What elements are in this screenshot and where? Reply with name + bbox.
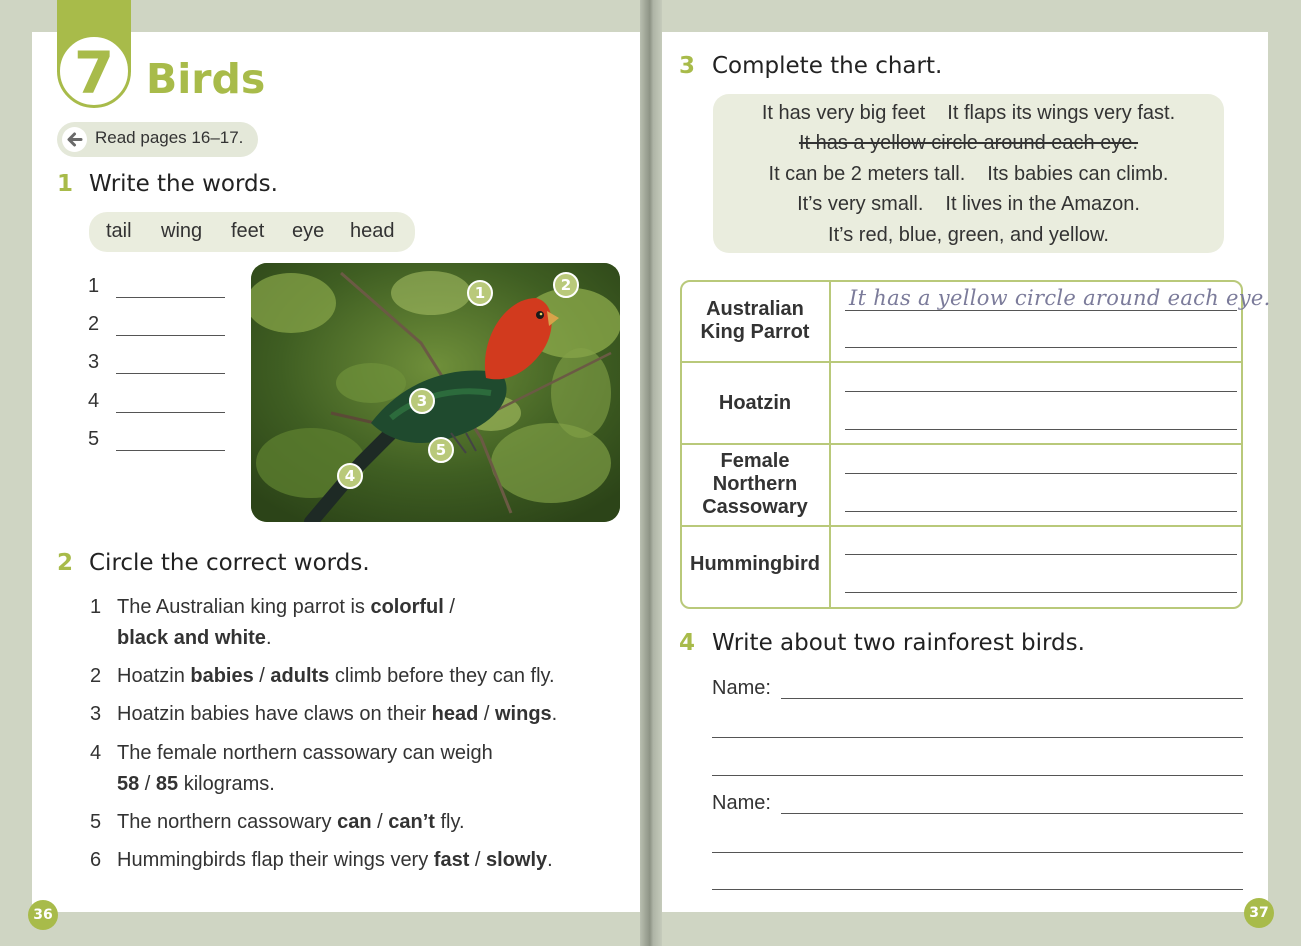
sentence-4: 4 The female northern cassowary can weigh 58 / 85 kilograms. — [90, 742, 493, 795]
option[interactable]: babies — [190, 665, 254, 687]
blank-number: 1 — [88, 275, 100, 297]
chart-divider — [681, 525, 1242, 527]
word-bank-word: tail — [106, 220, 132, 242]
sentence-6: 6 Hummingbirds flap their wings very fast / slowly. — [90, 849, 553, 871]
answer-line[interactable] — [845, 391, 1237, 392]
back-arrow-icon — [62, 127, 87, 152]
answer-line[interactable] — [712, 775, 1243, 776]
exercise-4-title: Write about two rainforest birds. — [712, 630, 1085, 656]
photo-label: 4 — [337, 463, 363, 489]
answer-line[interactable] — [712, 852, 1243, 853]
option[interactable]: colorful — [370, 596, 444, 618]
blank-number: 3 — [88, 351, 100, 373]
unit-title: Birds — [146, 55, 266, 103]
blank-number: 5 — [88, 428, 100, 450]
bird-name-hoatzin: Hoatzin — [718, 392, 792, 414]
bird-name-cassowary: Female Northern Cassowary — [702, 450, 808, 518]
answer-line[interactable] — [845, 429, 1237, 430]
photo-label: 5 — [428, 437, 454, 463]
exercise-3-number: 3 — [679, 53, 696, 79]
option[interactable]: head — [431, 703, 479, 725]
sentence-1: 1 The Australian king parrot is colorful / black and white. — [90, 596, 455, 649]
answer-line[interactable] — [116, 373, 225, 374]
answer-line[interactable] — [845, 473, 1237, 474]
answer-line[interactable] — [845, 511, 1237, 512]
answer-line[interactable] — [781, 698, 1243, 699]
sentence-bank-row: It has very big feet It flaps its wings very fast. — [761, 102, 1176, 124]
name-label: Name: — [712, 677, 771, 699]
exercise-2-title: Circle the correct words. — [89, 550, 370, 576]
example-answer: It has a yellow circle around each eye. — [849, 286, 1271, 310]
sentence-2: 2 Hoatzin babies / adults climb before they can fly. — [90, 665, 555, 687]
option[interactable]: wings — [494, 703, 552, 725]
answer-line[interactable] — [845, 554, 1237, 555]
book-gutter — [640, 0, 662, 946]
option[interactable]: can — [337, 811, 372, 833]
read-pages-text: Read pages 16–17. — [95, 128, 244, 147]
page-number-left: 36 — [28, 900, 58, 930]
page-number-right: 37 — [1244, 898, 1274, 928]
word-bank-word: head — [350, 220, 395, 242]
sentence-bank-row: It’s very small. It lives in the Amazon. — [797, 193, 1140, 215]
parrot-photo — [251, 263, 620, 522]
answer-line[interactable] — [781, 813, 1243, 814]
word-bank-word: feet — [231, 220, 265, 242]
option[interactable]: 58 — [117, 773, 140, 795]
option[interactable]: 85 — [155, 773, 179, 795]
name-label: Name: — [712, 792, 771, 814]
photo-label: 2 — [553, 272, 579, 298]
sentence-bank-row: It’s red, blue, green, and yellow. — [828, 224, 1109, 246]
answer-line[interactable] — [116, 335, 225, 336]
blank-number: 4 — [88, 390, 100, 412]
blank-number: 2 — [88, 313, 100, 335]
option[interactable]: adults — [270, 665, 330, 687]
exercise-1-number: 1 — [57, 171, 74, 197]
sentence-3: 3 Hoatzin babies have claws on their head / wings. — [90, 703, 558, 725]
option[interactable]: slowly — [486, 849, 548, 871]
answer-line[interactable] — [712, 889, 1243, 890]
struck-sentence: It has a yellow circle around each eye. — [798, 132, 1139, 154]
chart-divider — [681, 361, 1242, 363]
exercise-3-title: Complete the chart. — [712, 53, 943, 79]
sentence-bank-row: It can be 2 meters tall. Its babies can climb. — [768, 163, 1169, 185]
answer-line[interactable] — [116, 412, 225, 413]
answer-line[interactable] — [845, 310, 1237, 311]
answer-line[interactable] — [116, 450, 225, 451]
option[interactable]: black and white — [117, 627, 266, 649]
answer-line[interactable] — [845, 592, 1237, 593]
bird-name-hummingbird: Hummingbird — [690, 553, 820, 575]
answer-line[interactable] — [845, 347, 1237, 348]
exercise-4-number: 4 — [679, 630, 696, 656]
word-bank-word: eye — [292, 220, 325, 242]
sentence-5: 5 The northern cassowary can / can’t fly. — [90, 811, 465, 833]
photo-label: 1 — [467, 280, 493, 306]
chart-divider — [681, 443, 1242, 445]
answer-line[interactable] — [116, 297, 225, 298]
exercise-1-title: Write the words. — [89, 171, 278, 197]
unit-number: 7 — [73, 39, 115, 107]
answer-line[interactable] — [712, 737, 1243, 738]
bird-name-parrot: Australian King Parrot — [700, 298, 810, 343]
exercise-2-number: 2 — [57, 550, 74, 576]
option[interactable]: can’t — [388, 811, 435, 833]
sentence-bank-row — [713, 132, 1224, 155]
word-bank-word: wing — [161, 220, 203, 242]
photo-label: 3 — [409, 388, 435, 414]
option[interactable]: fast — [433, 849, 470, 871]
